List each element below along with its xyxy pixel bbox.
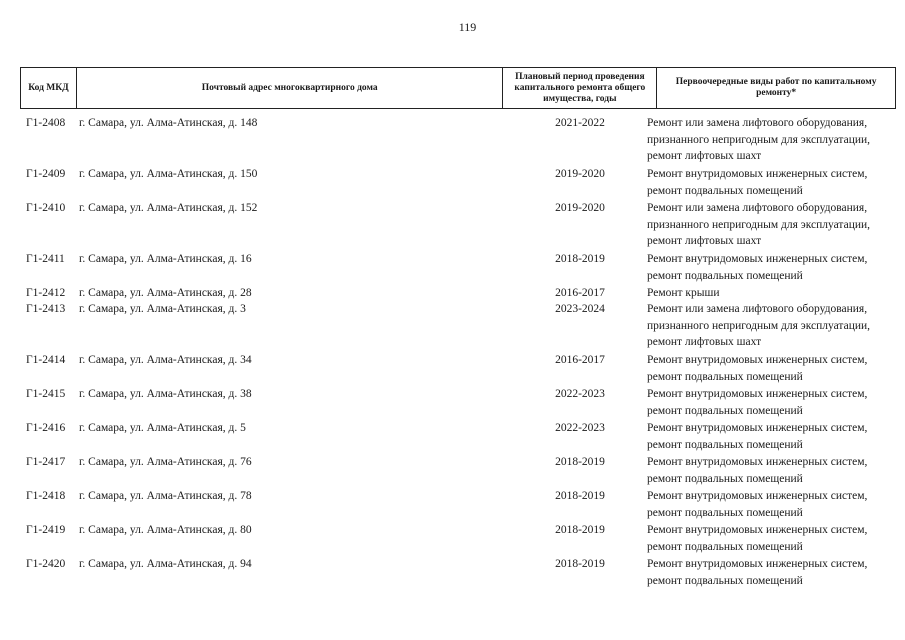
row-works [647, 115, 902, 165]
page-number: 119 [458, 20, 477, 34]
row-works-line: Ремонт крыши [647, 287, 720, 299]
row-works-line: ремонт подвальных помещений [647, 540, 803, 553]
row-works-line: Ремонт внутридомовых инженерных систем, [647, 456, 868, 468]
row-works-line: ремонт лифтовых шахт [647, 150, 762, 162]
row-address: г. Самара, ул. Алма-Атинская, д. 3 [79, 303, 246, 315]
row-works [647, 301, 902, 351]
row-works-line: Ремонт внутридомовых инженерных систем, [647, 388, 868, 400]
row-works-line: признанного непригодным для эксплуатации, [647, 218, 871, 231]
row-code: Г1-2413 [26, 303, 66, 315]
row-works [647, 420, 902, 453]
row-address: г. Самара, ул. Алма-Атинская, д. 76 [79, 456, 252, 468]
row-code: Г1-2418 [26, 490, 66, 502]
row-address: г. Самара, ул. Алма-Атинская, д. 94 [79, 558, 252, 570]
row-works [647, 488, 902, 521]
row-address: г. Самара, ул. Алма-Атинская, д. 148 [79, 117, 258, 129]
row-works-line: ремонт подвальных помещений [647, 506, 803, 519]
row-period: 2018-2019 [555, 558, 605, 570]
row-code: Г1-2420 [26, 558, 66, 570]
row-works [647, 522, 902, 555]
row-period: 2022-2023 [555, 388, 605, 400]
row-code: Г1-2419 [26, 524, 66, 536]
row-works-line: ремонт подвальных помещений [647, 574, 803, 587]
row-works-line: ремонт подвальных помещений [647, 438, 803, 451]
row-works-line: Ремонт или замена лифтового оборудования, [647, 117, 868, 129]
row-works-line: ремонт подвальных помещений [647, 472, 803, 485]
row-code: Г1-2408 [26, 117, 66, 129]
row-works-line: Ремонт внутридомовых инженерных систем, [647, 253, 868, 265]
row-works-line: признанного непригодным для эксплуатации, [647, 319, 871, 332]
row-address: г. Самара, ул. Алма-Атинская, д. 80 [79, 524, 252, 536]
row-address: г. Самара, ул. Алма-Атинская, д. 38 [79, 388, 252, 400]
row-code: Г1-2411 [26, 253, 65, 265]
row-works [647, 251, 902, 284]
row-works-line: Ремонт внутридомовых инженерных систем, [647, 422, 868, 434]
row-code: Г1-2415 [26, 388, 66, 400]
row-works-line: Ремонт внутридомовых инженерных систем, [647, 558, 868, 570]
row-period: 2018-2019 [555, 524, 605, 536]
row-period: 2023-2024 [555, 303, 605, 315]
header-works: Первоочередные виды работ по капитальному ремонту* [657, 68, 896, 108]
row-works-line: Ремонт внутридомовых инженерных систем, [647, 354, 868, 366]
row-works-line: признанного непригодным для эксплуатации, [647, 133, 871, 146]
row-code: Г1-2414 [26, 354, 66, 366]
row-period: 2019-2020 [555, 168, 605, 180]
row-works-line: ремонт подвальных помещений [647, 269, 803, 282]
row-works-line: ремонт лифтовых шахт [647, 336, 762, 348]
row-works-line: ремонт лифтовых шахт [647, 235, 762, 247]
row-period: 2019-2020 [555, 202, 605, 214]
row-period: 2018-2019 [555, 253, 605, 265]
row-address: г. Самара, ул. Алма-Атинская, д. 28 [79, 287, 252, 299]
row-code: Г1-2412 [26, 287, 66, 299]
row-works-line: Ремонт внутридомовых инженерных систем, [647, 490, 868, 502]
row-period: 2016-2017 [555, 287, 605, 299]
row-address: г. Самара, ул. Алма-Атинская, д. 78 [79, 490, 252, 502]
row-works [647, 285, 902, 302]
row-works-line: Ремонт внутридомовых инженерных систем, [647, 168, 868, 180]
row-works [647, 454, 902, 487]
row-address: г. Самара, ул. Алма-Атинская, д. 16 [79, 253, 252, 265]
row-code: Г1-2416 [26, 422, 66, 434]
row-works [647, 352, 902, 385]
header-code: Код МКД [21, 68, 77, 108]
row-address: г. Самара, ул. Алма-Атинская, д. 150 [79, 168, 258, 180]
row-period: 2018-2019 [555, 490, 605, 502]
row-period: 2016-2017 [555, 354, 605, 366]
row-code: Г1-2410 [26, 202, 66, 214]
row-address: г. Самара, ул. Алма-Атинская, д. 152 [79, 202, 258, 214]
row-works-line: ремонт подвальных помещений [647, 370, 803, 383]
row-works-line: Ремонт или замена лифтового оборудования, [647, 303, 868, 315]
header-address: Почтовый адрес многоквартирного дома [77, 68, 504, 108]
row-address: г. Самара, ул. Алма-Атинская, д. 5 [79, 422, 246, 434]
table-header [20, 67, 896, 109]
row-works [647, 386, 902, 419]
row-works-line: ремонт подвальных помещений [647, 184, 803, 197]
row-works-line: Ремонт или замена лифтового оборудования, [647, 202, 868, 214]
row-code: Г1-2417 [26, 456, 66, 468]
row-works [647, 200, 902, 250]
row-works-line: Ремонт внутридомовых инженерных систем, [647, 524, 868, 536]
row-works [647, 166, 902, 199]
row-works-line: ремонт подвальных помещений [647, 404, 803, 417]
row-period: 2018-2019 [555, 456, 605, 468]
row-period: 2022-2023 [555, 422, 605, 434]
row-code: Г1-2409 [26, 168, 66, 180]
row-period: 2021-2022 [555, 117, 605, 129]
row-address: г. Самара, ул. Алма-Атинская, д. 34 [79, 354, 252, 366]
row-works [647, 556, 902, 589]
header-period: Плановый период проведения капитального ремонта общего имущества, годы [503, 68, 657, 108]
